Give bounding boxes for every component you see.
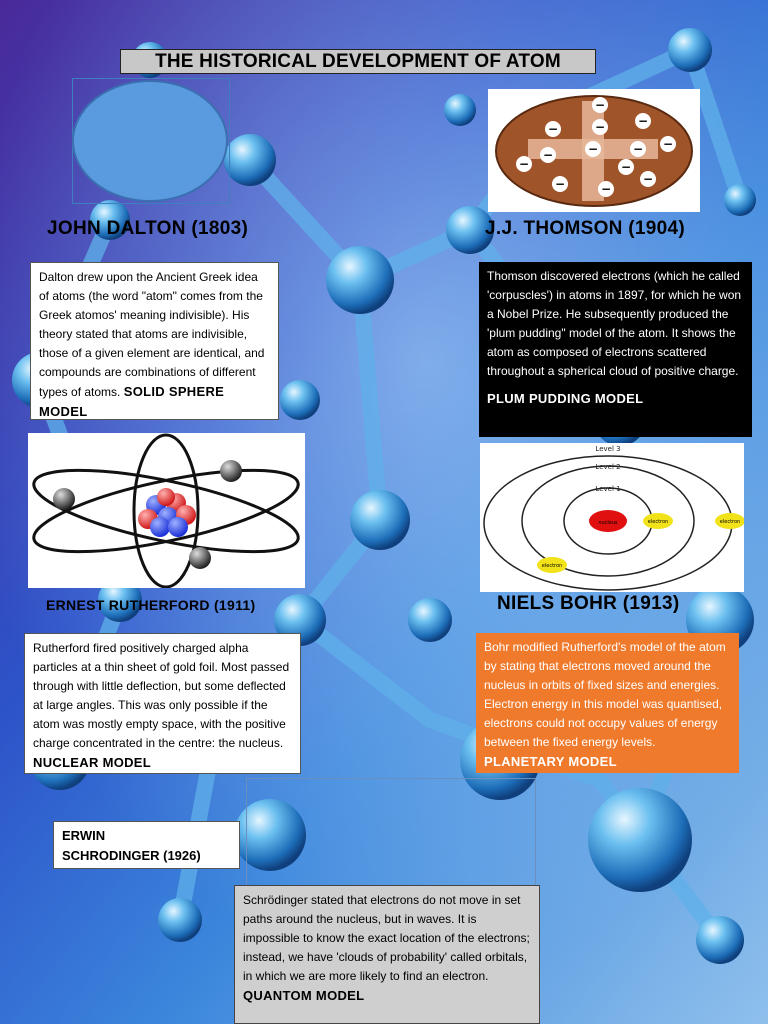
svg-text:−: − bbox=[637, 114, 649, 128]
svg-text:nucleus: nucleus bbox=[598, 520, 618, 526]
svg-text:−: − bbox=[518, 157, 530, 171]
svg-text:electron: electron bbox=[719, 519, 741, 525]
rutherford-description: Rutherford fired positively charged alpha particles at a thin sheet of gold foil. Most passed through with little deflection, but some deflected at large angles. This was only possible if the atom was mostly empty space, with the positive charge concentrated in the centre: the nucleus. NUCLEAR MODEL bbox=[24, 633, 301, 774]
svg-text:−: − bbox=[594, 98, 606, 112]
rutherford-atom-image bbox=[28, 433, 305, 588]
schrodinger-description: Schrödinger stated that electrons do not move in set paths around the nucleus, but in waves. It is impossible to know the exact location of the electrons; instead, we have 'clouds of probability' called orbitals, in which we are more likely to find an electron. QUANTOM MODEL bbox=[234, 885, 540, 1024]
rutherford-heading: ERNEST RUTHERFORD (1911) bbox=[46, 597, 256, 613]
dalton-description: Dalton drew upon the Ancient Greek idea of atoms (the word "atom" comes from the Greek atomos' meaning indivisible). His theory stated that atoms are indivisible, those of a given element are identical, and compounds are combinations of different types of atoms. SOLID SPHERE MODEL bbox=[30, 262, 279, 420]
rutherford-model-label: NUCLEAR MODEL bbox=[33, 755, 152, 770]
svg-text:Level 3: Level 3 bbox=[595, 445, 621, 453]
dalton-heading: JOHN DALTON (1803) bbox=[47, 218, 249, 239]
schrodinger-model-label: QUANTOM MODEL bbox=[243, 988, 365, 1003]
svg-text:electron: electron bbox=[647, 519, 669, 525]
bohr-heading: NIELS BOHR (1913) bbox=[497, 593, 680, 614]
svg-text:Level 1: Level 1 bbox=[595, 485, 621, 493]
svg-text:Level 2: Level 2 bbox=[595, 463, 621, 471]
thomson-model-label: PLUM PUDDING MODEL bbox=[487, 391, 644, 406]
dalton-model-label: SOLID SPHERE MODEL bbox=[39, 384, 225, 419]
svg-text:−: − bbox=[547, 122, 559, 136]
plum-pudding-image bbox=[488, 89, 700, 212]
bohr-description: Bohr modified Rutherford's model of the atom by stating that electrons moved around the nucleus in orbits of fixed sizes and energies. Electron energy in this model was quantised, electrons could not occupy values of energy between the fixed energy levels. PLANETARY MODEL bbox=[476, 633, 739, 773]
bohr-atom-image bbox=[480, 443, 744, 592]
svg-text:−: − bbox=[542, 148, 554, 162]
svg-text:−: − bbox=[632, 142, 644, 156]
bohr-model-label: PLANETARY MODEL bbox=[484, 754, 617, 769]
svg-text:−: − bbox=[600, 182, 612, 196]
thomson-heading: J.J. THOMSON (1904) bbox=[485, 218, 685, 239]
image-frame bbox=[246, 778, 536, 886]
schrodinger-heading: ERWIN SCHRODINGER (1926) bbox=[53, 821, 240, 869]
svg-text:−: − bbox=[587, 142, 599, 156]
svg-text:−: − bbox=[554, 177, 566, 191]
thomson-description: Thomson discovered electrons (which he called 'corpuscles') in atoms in 1897, for which he won a Nobel Prize. He subsequently produced the 'plum pudding" model of the atom. It shows the atom as composed of electrons scattered throughout a spherical cloud of positive charge. PLUM PUDDING MODEL bbox=[479, 262, 752, 437]
page-title: THE HISTORICAL DEVELOPMENT OF ATOM bbox=[120, 49, 596, 74]
svg-text:−: − bbox=[620, 160, 632, 174]
svg-text:−: − bbox=[594, 120, 606, 134]
solid-sphere-image bbox=[72, 78, 230, 204]
svg-text:electron: electron bbox=[541, 563, 563, 569]
svg-text:−: − bbox=[662, 137, 674, 151]
svg-text:−: − bbox=[642, 172, 654, 186]
